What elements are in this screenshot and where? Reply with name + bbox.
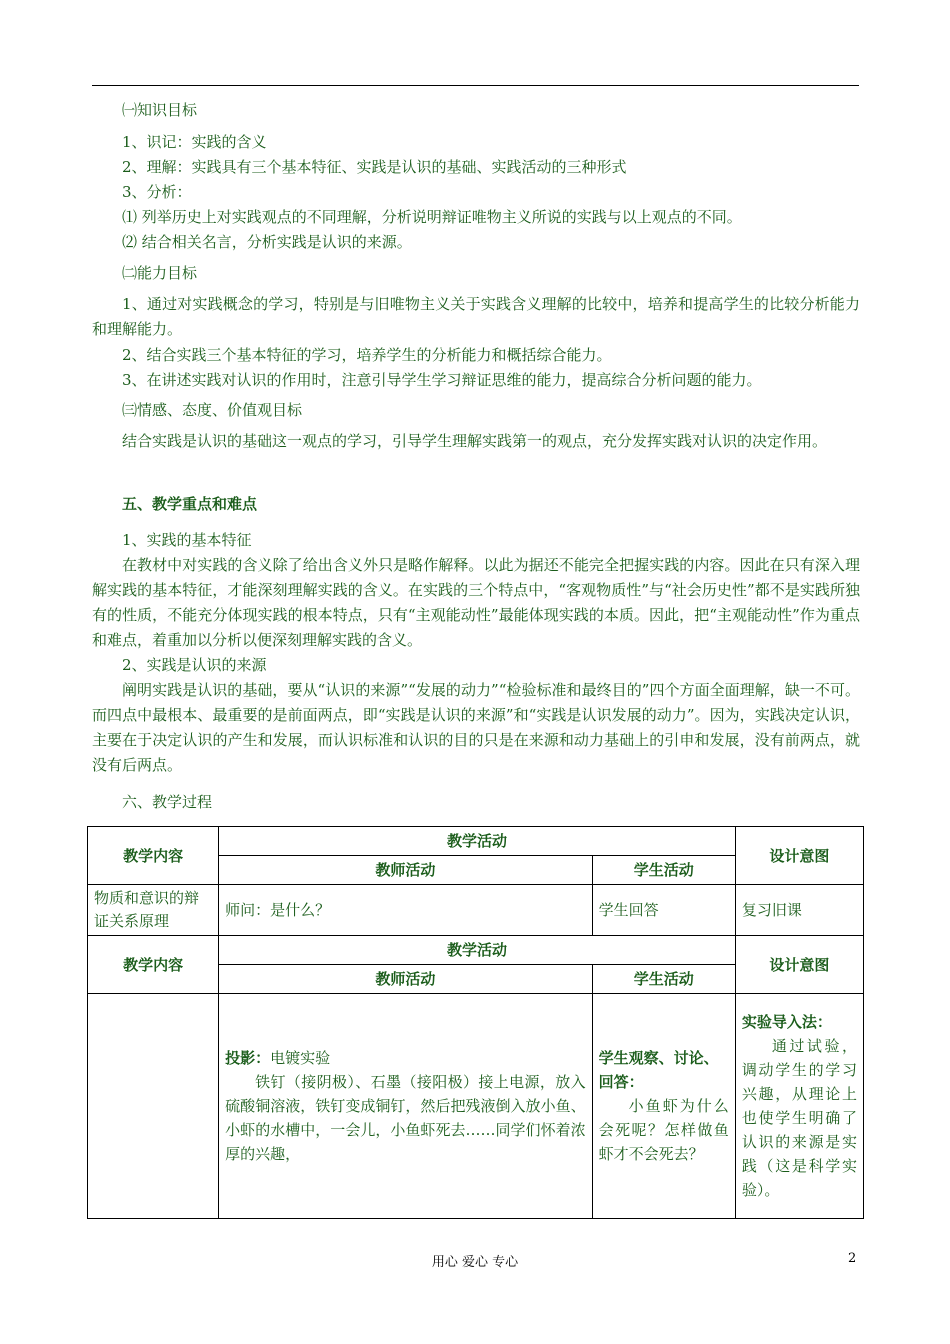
page-number: 2 [848,1251,857,1266]
header2-activity: 教学活动 [219,936,736,965]
section5-item1-body: 在教材中对实践的含义除了给出含义外只是略作解释。以此为据还不能完全把握实践的内容。因此在只有深入理解实践的基本特征，才能深刻理解实践的含义。在实践的三个特点中，“客观物质性”与“社会历史性”都不是实践所独有的性质，不能充分体现实践的根本特点，只有“主观能动性”最能体现实践的本质。因此，把“主观能动性”作为重点和难点，着重加以分析以便深刻理解实践的含义。 [92,556,860,649]
row2-student-body: 小鱼虾为什么会死呢？怎样做鱼虾才不会死去？ [598,1097,729,1163]
ability-objective-title: ㈡能力目标 [122,264,198,282]
row2-intent-label: 实验导入法： [741,1013,832,1031]
row1-intent: 复习旧课 [735,885,863,936]
row1-teacher: 师问：是什么？ [219,885,592,936]
section5-item2-title: 2、实践是认识的来源 [122,656,267,674]
row2-content [88,994,219,1219]
row2-teacher-label: 投影： [225,1049,271,1067]
ability-paragraph-2: 2、结合实践三个基本特征的学习，培养学生的分析能力和概括综合能力。 [122,346,612,364]
header-content: 教学内容 [88,827,219,885]
footer-text: 用心 爱心 专心 [431,1255,519,1270]
knowledge-line-2: 2、理解：实践具有三个基本特征、实践是认识的基础、实践活动的三种形式 [122,158,627,176]
section6-title: 六、教学过程 [122,793,213,811]
row2-teacher [219,994,592,1219]
row2-student [592,994,735,1219]
header-rule [92,85,859,86]
row2-student-label: 学生观察、讨论、回答： [598,1049,719,1091]
row2-intent [735,994,863,1219]
process-table-header [87,826,864,1219]
row1-student: 学生回答 [592,885,735,936]
ability-paragraph-3: 3、在讲述实践对认识的作用时，注意引导学生学习辩证思维的能力，提高综合分析问题的能力。 [122,371,762,389]
header2-student: 学生活动 [592,965,735,994]
header-teacher: 教师活动 [219,856,592,885]
header2-intent: 设计意图 [735,936,863,994]
header-intent: 设计意图 [735,827,863,885]
emotion-paragraph: 结合实践是认识的基础这一观点的学习，引导学生理解实践第一的观点，充分发挥实践对认识的决定作用。 [122,432,828,450]
section5-title: 五、教学重点和难点 [122,495,258,513]
header-student: 学生活动 [592,856,735,885]
row2-intent-body: 通过试验，调动学生的学习兴趣，从理论上也使学生明确了认识的来源是实践（这是科学实验）。 [741,1037,857,1199]
emotion-objective-title: ㈢情感、态度、价值观目标 [122,401,303,419]
row2-teacher-title: 电镀实验 [270,1049,331,1067]
knowledge-line-4: ⑴ 列举历史上对实践观点的不同理解，分析说明辩证唯物主义所说的实践与以上观点的不同。 [122,208,742,226]
knowledge-objective-title: ㈠知识目标 [122,101,198,119]
section5-item1-title: 1、实践的基本特征 [122,531,252,549]
header2-content: 教学内容 [88,936,219,994]
header-activity: 教学活动 [219,827,736,856]
knowledge-line-3: 3、分析： [122,183,192,201]
header2-teacher: 教师活动 [219,965,592,994]
row1-content: 物质和意识的辩证关系原理 [88,885,219,936]
knowledge-line-5: ⑵ 结合相关名言，分析实践是认识的来源。 [122,233,412,251]
section5-item2-body: 阐明实践是认识的基础，要从“认识的来源”“发展的动力”“检验标准和最终目的”四个方面全面理解，缺一不可。而四点中最根本、最重要的是前面两点，即“实践是认识的来源”和“实践是认识发展的动力”。因为，实践决定认识，主要在于决定认识的产生和发展，而认识标准和认识的目的只是在来源和动力基础上的引申和发展，没有前两点，就没有后两点。 [92,681,861,774]
row2-teacher-body: 铁钉（接阴极）、石墨（接阳极）接上电源，放入硫酸铜溶液，铁钉变成铜钉，然后把残液倒入放小鱼、小虾的水槽中，一会儿，小鱼虾死去……同学们怀着浓厚的兴趣， [225,1073,586,1163]
ability-paragraph-1: 1、通过对实践概念的学习，特别是与旧唯物主义关于实践含义理解的比较中，培养和提高学生的比较分析能力和理解能力。 [92,295,860,338]
knowledge-line-1: 1、识记：实践的含义 [122,133,267,151]
